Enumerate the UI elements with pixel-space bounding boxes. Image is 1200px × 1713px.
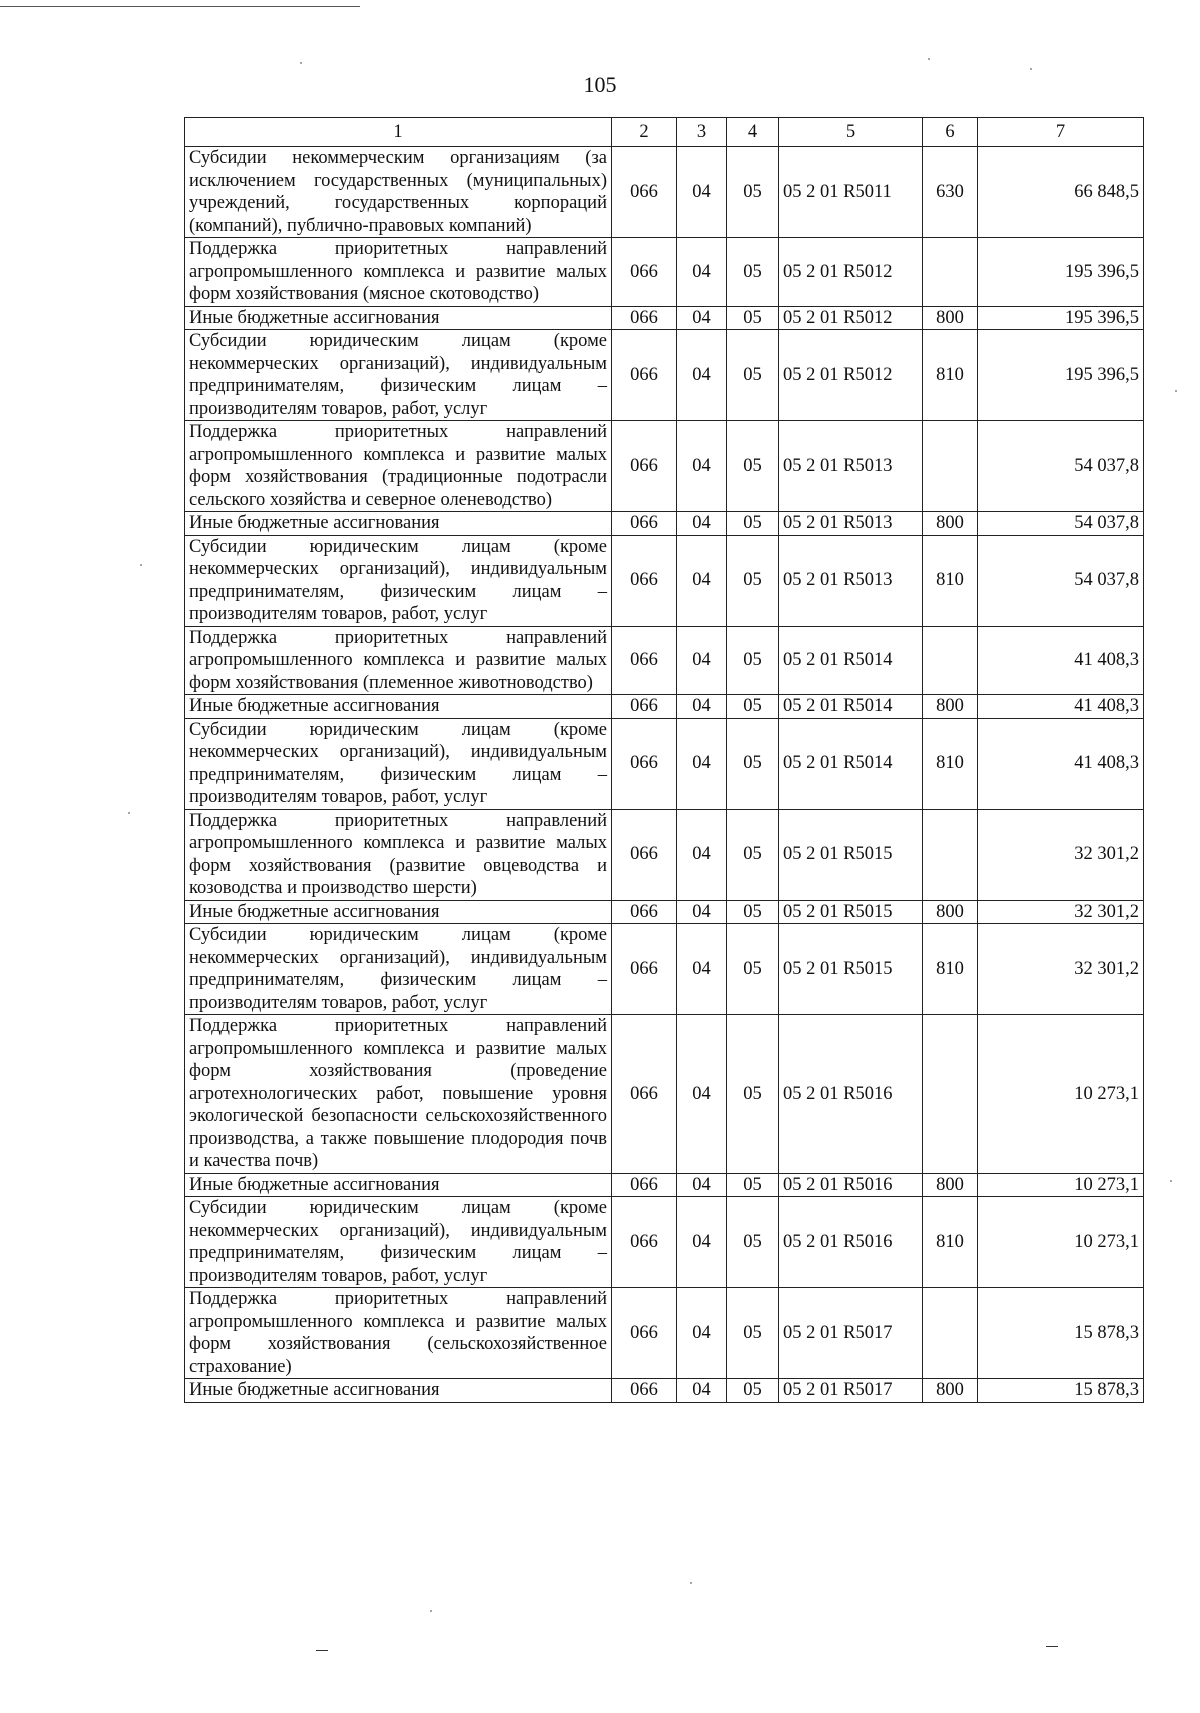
row-code-4: 05 bbox=[727, 626, 779, 695]
row-code-3: 04 bbox=[677, 1173, 727, 1197]
row-code-2: 066 bbox=[612, 900, 677, 924]
row-description: Субсидии юридическим лицам (кроме некоммерческих организаций), индивидуальным предпринимателям, физическим лицам – производителям товаров, работ, услуг bbox=[185, 718, 612, 809]
row-code-2: 066 bbox=[612, 147, 677, 238]
row-description: Иные бюджетные ассигнования bbox=[185, 512, 612, 536]
row-code-2: 066 bbox=[612, 1173, 677, 1197]
header-cell-3: 3 bbox=[677, 118, 727, 147]
table-row bbox=[185, 238, 1144, 307]
table-row bbox=[185, 924, 1144, 1015]
table-row bbox=[185, 535, 1144, 626]
row-amount: 10 273,1 bbox=[978, 1173, 1144, 1197]
row-description: Субсидии юридическим лицам (кроме некоммерческих организаций), индивидуальным предпринимателям, физическим лицам – производителям товаров, работ, услуг bbox=[185, 924, 612, 1015]
scan-speck bbox=[1170, 1180, 1172, 1182]
header-cell-2: 2 bbox=[612, 118, 677, 147]
row-code-4: 05 bbox=[727, 1015, 779, 1174]
row-amount: 15 878,3 bbox=[978, 1288, 1144, 1379]
row-code-5: 05 2 01 R5015 bbox=[779, 900, 923, 924]
scan-speck bbox=[140, 564, 142, 566]
row-code-3: 04 bbox=[677, 535, 727, 626]
row-code-4: 05 bbox=[727, 900, 779, 924]
table-row bbox=[185, 306, 1144, 330]
table-header-row bbox=[185, 118, 1144, 147]
row-description: Поддержка приоритетных направлений агропромышленного комплекса и развитие малых форм хозяйствования (сельскохозяйственное страхование) bbox=[185, 1288, 612, 1379]
scan-dash bbox=[1046, 1646, 1058, 1647]
row-description: Поддержка приоритетных направлений агропромышленного комплекса и развитие малых форм хозяйствования (проведение агротехнологических работ, повышение уровня экологической безопасности сельскохозяйственного производства, а также повышение плодородия почв и качества почв) bbox=[185, 1015, 612, 1174]
row-code-2: 066 bbox=[612, 1379, 677, 1403]
row-code-3: 04 bbox=[677, 809, 727, 900]
scan-speck bbox=[1175, 390, 1177, 392]
row-amount: 195 396,5 bbox=[978, 330, 1144, 421]
header-cell-6: 6 bbox=[923, 118, 978, 147]
row-code-4: 05 bbox=[727, 1379, 779, 1403]
row-code-4: 05 bbox=[727, 1197, 779, 1288]
row-amount: 66 848,5 bbox=[978, 147, 1144, 238]
row-description: Иные бюджетные ассигнования bbox=[185, 695, 612, 719]
row-amount: 32 301,2 bbox=[978, 900, 1144, 924]
table-row bbox=[185, 1379, 1144, 1403]
row-code-5: 05 2 01 R5014 bbox=[779, 718, 923, 809]
row-description: Субсидии юридическим лицам (кроме некоммерческих организаций), индивидуальным предпринимателям, физическим лицам – производителям товаров, работ, услуг bbox=[185, 330, 612, 421]
header-cell-1: 1 bbox=[185, 118, 612, 147]
row-amount: 32 301,2 bbox=[978, 809, 1144, 900]
row-amount: 32 301,2 bbox=[978, 924, 1144, 1015]
row-code-4: 05 bbox=[727, 1288, 779, 1379]
table-row bbox=[185, 626, 1144, 695]
scan-speck bbox=[128, 812, 130, 814]
row-code-2: 066 bbox=[612, 718, 677, 809]
row-code-4: 05 bbox=[727, 924, 779, 1015]
row-description: Поддержка приоритетных направлений агропромышленного комплекса и развитие малых форм хозяйствования (развитие овцеводства и козоводства и производство шерсти) bbox=[185, 809, 612, 900]
row-code-3: 04 bbox=[677, 626, 727, 695]
row-code-6 bbox=[923, 1288, 978, 1379]
row-description: Субсидии юридическим лицам (кроме некоммерческих организаций), индивидуальным предпринимателям, физическим лицам – производителям товаров, работ, услуг bbox=[185, 1197, 612, 1288]
row-amount: 54 037,8 bbox=[978, 421, 1144, 512]
row-code-3: 04 bbox=[677, 330, 727, 421]
table-row bbox=[185, 1015, 1144, 1174]
row-code-6: 810 bbox=[923, 718, 978, 809]
scan-speck bbox=[928, 58, 930, 60]
scan-speck bbox=[300, 62, 302, 64]
row-code-5: 05 2 01 R5012 bbox=[779, 238, 923, 307]
row-code-6 bbox=[923, 238, 978, 307]
row-amount: 54 037,8 bbox=[978, 512, 1144, 536]
row-code-4: 05 bbox=[727, 330, 779, 421]
row-code-4: 05 bbox=[727, 695, 779, 719]
table-row bbox=[185, 330, 1144, 421]
row-code-5: 05 2 01 R5017 bbox=[779, 1288, 923, 1379]
row-code-3: 04 bbox=[677, 1197, 727, 1288]
row-description: Поддержка приоритетных направлений агропромышленного комплекса и развитие малых форм хозяйствования (мясное скотоводство) bbox=[185, 238, 612, 307]
row-code-3: 04 bbox=[677, 238, 727, 307]
row-code-6 bbox=[923, 809, 978, 900]
scan-speck bbox=[1030, 68, 1032, 70]
top-scan-rule bbox=[0, 6, 360, 7]
row-code-6 bbox=[923, 626, 978, 695]
row-code-2: 066 bbox=[612, 535, 677, 626]
row-code-6: 630 bbox=[923, 147, 978, 238]
row-code-3: 04 bbox=[677, 306, 727, 330]
row-code-3: 04 bbox=[677, 1288, 727, 1379]
table-row bbox=[185, 718, 1144, 809]
row-code-2: 066 bbox=[612, 695, 677, 719]
row-code-5: 05 2 01 R5016 bbox=[779, 1197, 923, 1288]
row-code-4: 05 bbox=[727, 718, 779, 809]
row-description: Поддержка приоритетных направлений агропромышленного комплекса и развитие малых форм хозяйствования (традиционные подотрасли сельского хозяйства и северное оленеводство) bbox=[185, 421, 612, 512]
row-amount: 41 408,3 bbox=[978, 718, 1144, 809]
row-code-2: 066 bbox=[612, 512, 677, 536]
row-code-5: 05 2 01 R5012 bbox=[779, 330, 923, 421]
row-code-5: 05 2 01 R5015 bbox=[779, 924, 923, 1015]
table-row bbox=[185, 421, 1144, 512]
row-code-6: 800 bbox=[923, 512, 978, 536]
row-code-5: 05 2 01 R5013 bbox=[779, 512, 923, 536]
row-code-4: 05 bbox=[727, 512, 779, 536]
row-description: Иные бюджетные ассигнования bbox=[185, 1379, 612, 1403]
row-code-2: 066 bbox=[612, 238, 677, 307]
table-row bbox=[185, 512, 1144, 536]
row-code-2: 066 bbox=[612, 330, 677, 421]
row-amount: 54 037,8 bbox=[978, 535, 1144, 626]
row-amount: 41 408,3 bbox=[978, 695, 1144, 719]
table-row bbox=[185, 695, 1144, 719]
row-code-6: 810 bbox=[923, 535, 978, 626]
row-code-4: 05 bbox=[727, 147, 779, 238]
scan-speck bbox=[430, 1610, 432, 1612]
row-description: Иные бюджетные ассигнования bbox=[185, 1173, 612, 1197]
row-code-4: 05 bbox=[727, 306, 779, 330]
row-code-2: 066 bbox=[612, 924, 677, 1015]
row-code-4: 05 bbox=[727, 238, 779, 307]
header-cell-7: 7 bbox=[978, 118, 1144, 147]
row-code-3: 04 bbox=[677, 695, 727, 719]
row-amount: 10 273,1 bbox=[978, 1197, 1144, 1288]
row-code-3: 04 bbox=[677, 512, 727, 536]
row-code-2: 066 bbox=[612, 809, 677, 900]
row-code-5: 05 2 01 R5016 bbox=[779, 1015, 923, 1174]
row-code-6: 800 bbox=[923, 1379, 978, 1403]
row-code-5: 05 2 01 R5017 bbox=[779, 1379, 923, 1403]
scan-speck bbox=[690, 1582, 692, 1584]
row-code-2: 066 bbox=[612, 421, 677, 512]
row-description: Субсидии некоммерческим организациям (за исключением государственных (муниципальных) учреждений, государственных корпораций (компаний), публично-правовых компаний) bbox=[185, 147, 612, 238]
row-code-6: 810 bbox=[923, 1197, 978, 1288]
row-amount: 41 408,3 bbox=[978, 626, 1144, 695]
row-code-3: 04 bbox=[677, 718, 727, 809]
header-cell-5: 5 bbox=[779, 118, 923, 147]
row-description: Поддержка приоритетных направлений агропромышленного комплекса и развитие малых форм хозяйствования (племенное животноводство) bbox=[185, 626, 612, 695]
row-amount: 195 396,5 bbox=[978, 238, 1144, 307]
row-code-6: 800 bbox=[923, 695, 978, 719]
table-row bbox=[185, 1197, 1144, 1288]
header-cell-4: 4 bbox=[727, 118, 779, 147]
row-description: Иные бюджетные ассигнования bbox=[185, 306, 612, 330]
row-code-3: 04 bbox=[677, 1015, 727, 1174]
row-code-4: 05 bbox=[727, 421, 779, 512]
row-description: Иные бюджетные ассигнования bbox=[185, 900, 612, 924]
row-code-5: 05 2 01 R5013 bbox=[779, 535, 923, 626]
table-row bbox=[185, 809, 1144, 900]
row-code-2: 066 bbox=[612, 1197, 677, 1288]
row-code-5: 05 2 01 R5012 bbox=[779, 306, 923, 330]
row-code-5: 05 2 01 R5016 bbox=[779, 1173, 923, 1197]
row-code-6: 810 bbox=[923, 330, 978, 421]
row-description: Субсидии юридическим лицам (кроме некоммерческих организаций), индивидуальным предпринимателям, физическим лицам – производителям товаров, работ, услуг bbox=[185, 535, 612, 626]
row-code-4: 05 bbox=[727, 1173, 779, 1197]
table-row bbox=[185, 1173, 1144, 1197]
row-code-6 bbox=[923, 421, 978, 512]
row-code-5: 05 2 01 R5011 bbox=[779, 147, 923, 238]
table-row bbox=[185, 147, 1144, 238]
row-amount: 195 396,5 bbox=[978, 306, 1144, 330]
row-code-6: 800 bbox=[923, 1173, 978, 1197]
row-code-5: 05 2 01 R5014 bbox=[779, 626, 923, 695]
budget-table bbox=[184, 117, 1144, 1403]
table-row bbox=[185, 900, 1144, 924]
row-code-3: 04 bbox=[677, 421, 727, 512]
row-code-3: 04 bbox=[677, 1379, 727, 1403]
row-code-2: 066 bbox=[612, 306, 677, 330]
row-code-2: 066 bbox=[612, 626, 677, 695]
row-code-4: 05 bbox=[727, 535, 779, 626]
row-amount: 15 878,3 bbox=[978, 1379, 1144, 1403]
row-code-5: 05 2 01 R5013 bbox=[779, 421, 923, 512]
row-code-6: 810 bbox=[923, 924, 978, 1015]
row-code-3: 04 bbox=[677, 924, 727, 1015]
row-amount: 10 273,1 bbox=[978, 1015, 1144, 1174]
row-code-4: 05 bbox=[727, 809, 779, 900]
row-code-6: 800 bbox=[923, 900, 978, 924]
row-code-2: 066 bbox=[612, 1288, 677, 1379]
table-body bbox=[185, 147, 1144, 1403]
row-code-5: 05 2 01 R5014 bbox=[779, 695, 923, 719]
row-code-3: 04 bbox=[677, 147, 727, 238]
row-code-3: 04 bbox=[677, 900, 727, 924]
row-code-6 bbox=[923, 1015, 978, 1174]
row-code-6: 800 bbox=[923, 306, 978, 330]
table-row bbox=[185, 1288, 1144, 1379]
row-code-5: 05 2 01 R5015 bbox=[779, 809, 923, 900]
scan-dash bbox=[316, 1650, 328, 1651]
row-code-2: 066 bbox=[612, 1015, 677, 1174]
page-number: 105 bbox=[583, 72, 617, 97]
